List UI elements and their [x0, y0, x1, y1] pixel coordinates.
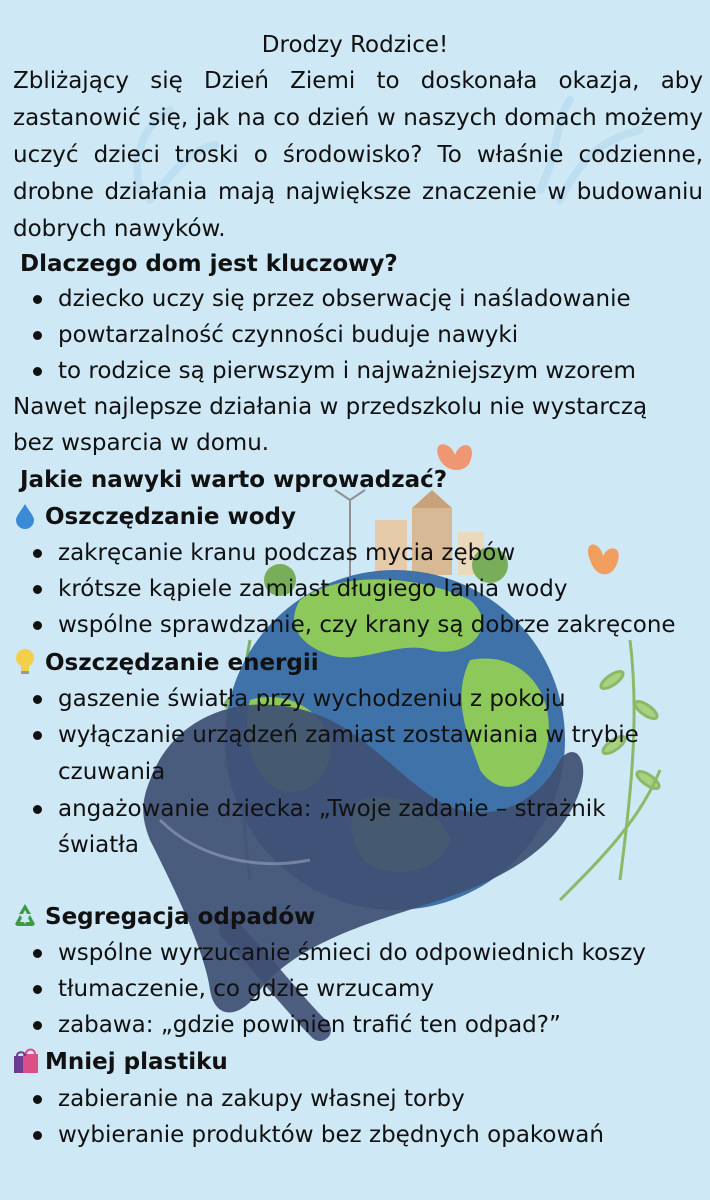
section-heading-energy: Oszczędzanie energii: [45, 650, 319, 676]
energy-item: gaszenie światła przy wychodzeniu z pokoju: [58, 686, 566, 712]
bullet-dot: [33, 949, 42, 958]
energy-item: wyłączanie urządzeń zamiast zostawiania w trybie: [58, 722, 639, 748]
water-item: zakręcanie kranu podczas mycia zębów: [58, 540, 516, 566]
why-home-item: powtarzalność czynności buduje nawyki: [58, 322, 519, 348]
water-item: wspólne sprawdzanie, czy krany są dobrze zakręcone: [58, 612, 676, 638]
bullet-dot: [33, 985, 42, 994]
note-line: bez wsparcia w domu.: [13, 430, 270, 456]
section-heading-waste: Segregacja odpadów: [45, 904, 316, 930]
intro-line: zastanowić się, jak na co dzień w naszych domach: [13, 105, 605, 131]
light-bulb-icon: [14, 648, 36, 676]
bullet-dot: [33, 621, 42, 630]
bullet-dot: [33, 695, 42, 704]
plastic-item: wybieranie produktów bez zbędnych opakowań: [58, 1122, 604, 1148]
note-line: Nawet najlepsze działania w przedszkolu nie wystarczą: [13, 394, 648, 420]
section-heading-plastic: Mniej plastiku: [45, 1049, 228, 1075]
bullet-dot: [33, 295, 42, 304]
energy-item: angażowanie dziecka: „Twoje zadanie – strażnik: [58, 796, 606, 822]
energy-item-continuation: światła: [58, 832, 139, 858]
bullet-dot: [33, 731, 42, 740]
water-item: krótsze kąpiele zamiast długiego lania wody: [58, 576, 568, 602]
intro-line: Zbliżający się Dzień Ziemi to doskonała okazja, aby: [13, 68, 703, 94]
bullet-dot: [33, 805, 42, 814]
water-drop-icon: [14, 503, 36, 529]
waste-item: wspólne wyrzucanie śmieci do odpowiednich koszy: [58, 940, 646, 966]
intro-line: codzienne, drobne działania mają największe znaczenie: [13, 142, 703, 205]
waste-item: tłumaczenie, co gdzie wrzucamy: [58, 976, 435, 1002]
bullet-dot: [33, 331, 42, 340]
recycle-icon: [12, 902, 38, 928]
why-home-item: to rodzice są pierwszym i najważniejszym wzorem: [58, 358, 636, 384]
bullet-dot: [33, 1131, 42, 1140]
bullet-dot: [33, 367, 42, 376]
salutation: Drodzy Rodzice!: [261, 32, 449, 58]
section-heading-water: Oszczędzanie wody: [45, 504, 296, 530]
intro-line: w budowaniu dobrych nawyków.: [13, 179, 703, 242]
intro-paragraph: [13, 63, 703, 248]
why-home-heading: Dlaczego dom jest kluczowy?: [20, 251, 398, 277]
shopping-bags-icon: [12, 1047, 40, 1075]
why-home-item: dziecko uczy się przez obserwację i naśladowanie: [58, 286, 631, 312]
habits-heading: Jakie nawyki warto wprowadzać?: [20, 467, 448, 493]
bullet-dot: [33, 585, 42, 594]
waste-item: zabawa: „gdzie powinien trafić ten odpad?”: [58, 1012, 561, 1038]
bullet-dot: [33, 1095, 42, 1104]
plastic-item: zabieranie na zakupy własnej torby: [58, 1086, 465, 1112]
energy-item-continuation: czuwania: [58, 759, 166, 785]
intro-line: możemy uczyć dzieci troski o środowisko? To właśnie: [13, 105, 703, 168]
bullet-dot: [33, 1021, 42, 1030]
bullet-dot: [33, 549, 42, 558]
